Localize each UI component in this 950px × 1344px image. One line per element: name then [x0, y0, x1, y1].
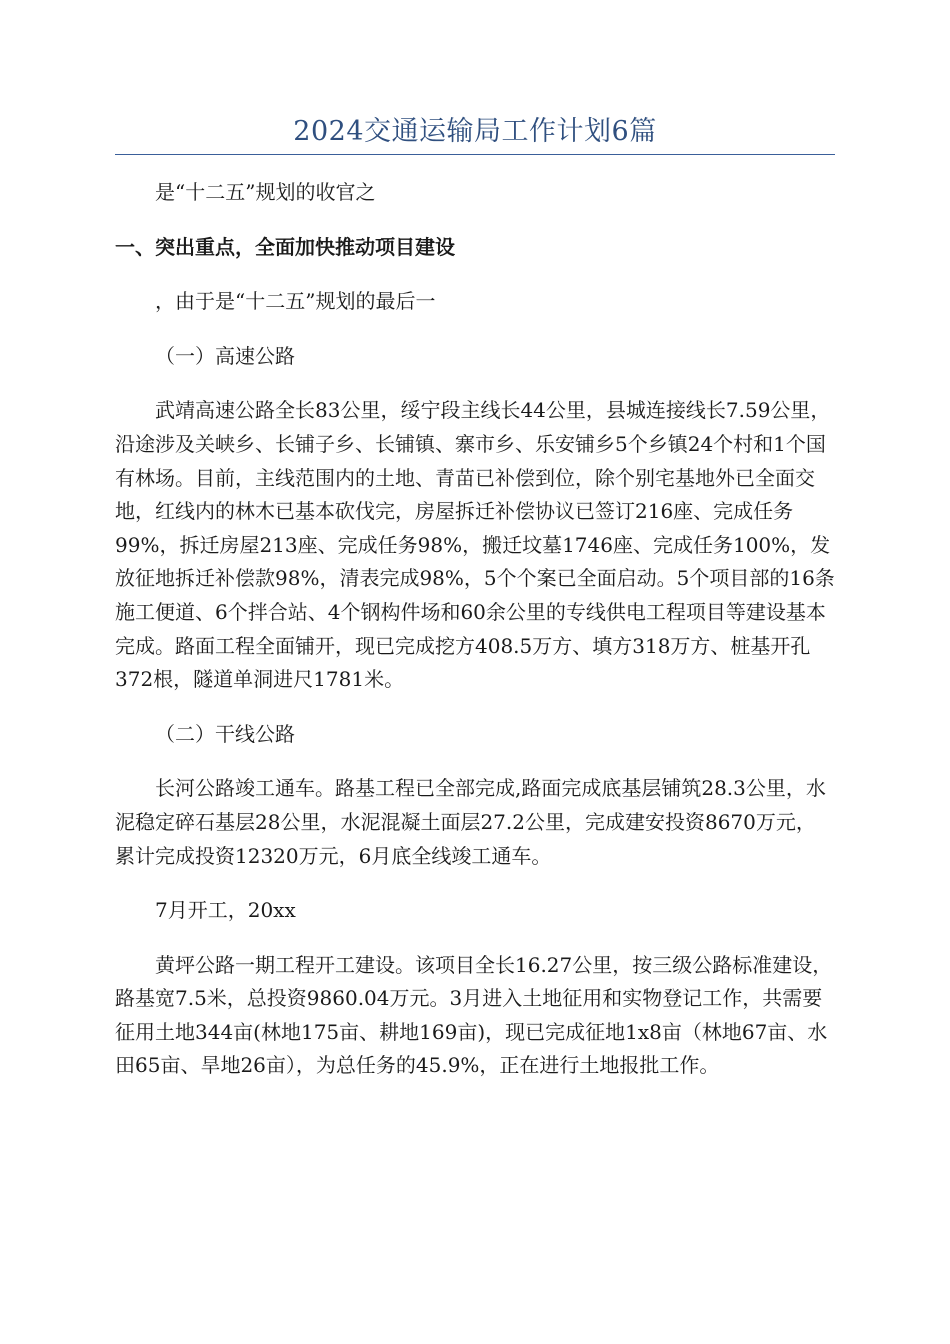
subheading-expressway: （一）高速公路 — [155, 343, 295, 368]
paragraph-huangping-road: 黄坪公路一期工程开工建设。该项目全长16.27公里，按三级公路标准建设，路基宽7.5米，总投资9860.04万元。3月进入土地征用和实物登记工作，共需要征用土地344亩(林地175亩、耕地169亩)，现已完成征地1x8亩（林地67亩、水田65亩、旱地26亩），为总任务的45.9%，正在进行土地报批工作。 — [115, 952, 833, 1078]
paragraph-changhe-road: 长河公路竣工通车。路基工程已全部完成,路面完成底基层铺筑28.3公里，水泥稳定碎石基层28公里，水泥混凝土面层27.2公里，完成建安投资8670万元，累计完成投资12320万元，6月底全线竣工通车。 — [115, 776, 826, 868]
title-underline — [115, 154, 835, 155]
section-heading: 一、突出重点，全面加快推动项目建设 — [115, 234, 455, 259]
document-title: 2024交通运输局工作计划6篇 — [293, 116, 657, 147]
subheading-trunk-road: （二）干线公路 — [155, 721, 295, 746]
paragraph-expressway: 武靖高速公路全长83公里，绥宁段主线长44公里，县城连接线长7.59公里，沿途涉及关峡乡、长铺子乡、长铺镇、寨市乡、乐安铺乡5个乡镇24个村和1个国有林场。目前，主线范围内的土地、青苗已补偿到位，除个别宅基地外已全面交地，红线内的林木已基本砍伐完，房屋拆迁补偿协议已签订216座、完成任务99%，拆迁房屋213座、完成任务98%，搬迁坟墓1746座、完成任务100%，发放征地拆迁补偿款98%，清表完成98%，5个个案已全面启动。5个项目部的16条施工便道、6个拌合站、4个钢构件场和60余公里的专线供电工程项目等建设基本完成。路面工程全面铺开，现已完成挖方408.5万方、填方318万方、桩基开孔372根，隧道单洞进尺1781米。 — [115, 398, 835, 692]
paragraph-start-date: 7月开工，20xx — [155, 898, 296, 923]
paragraph-intro: 是“十二五”规划的收官之 — [155, 180, 376, 204]
document-body — [115, 176, 835, 1104]
paragraph-lead: ，由于是“十二五”规划的最后一 — [155, 289, 436, 314]
